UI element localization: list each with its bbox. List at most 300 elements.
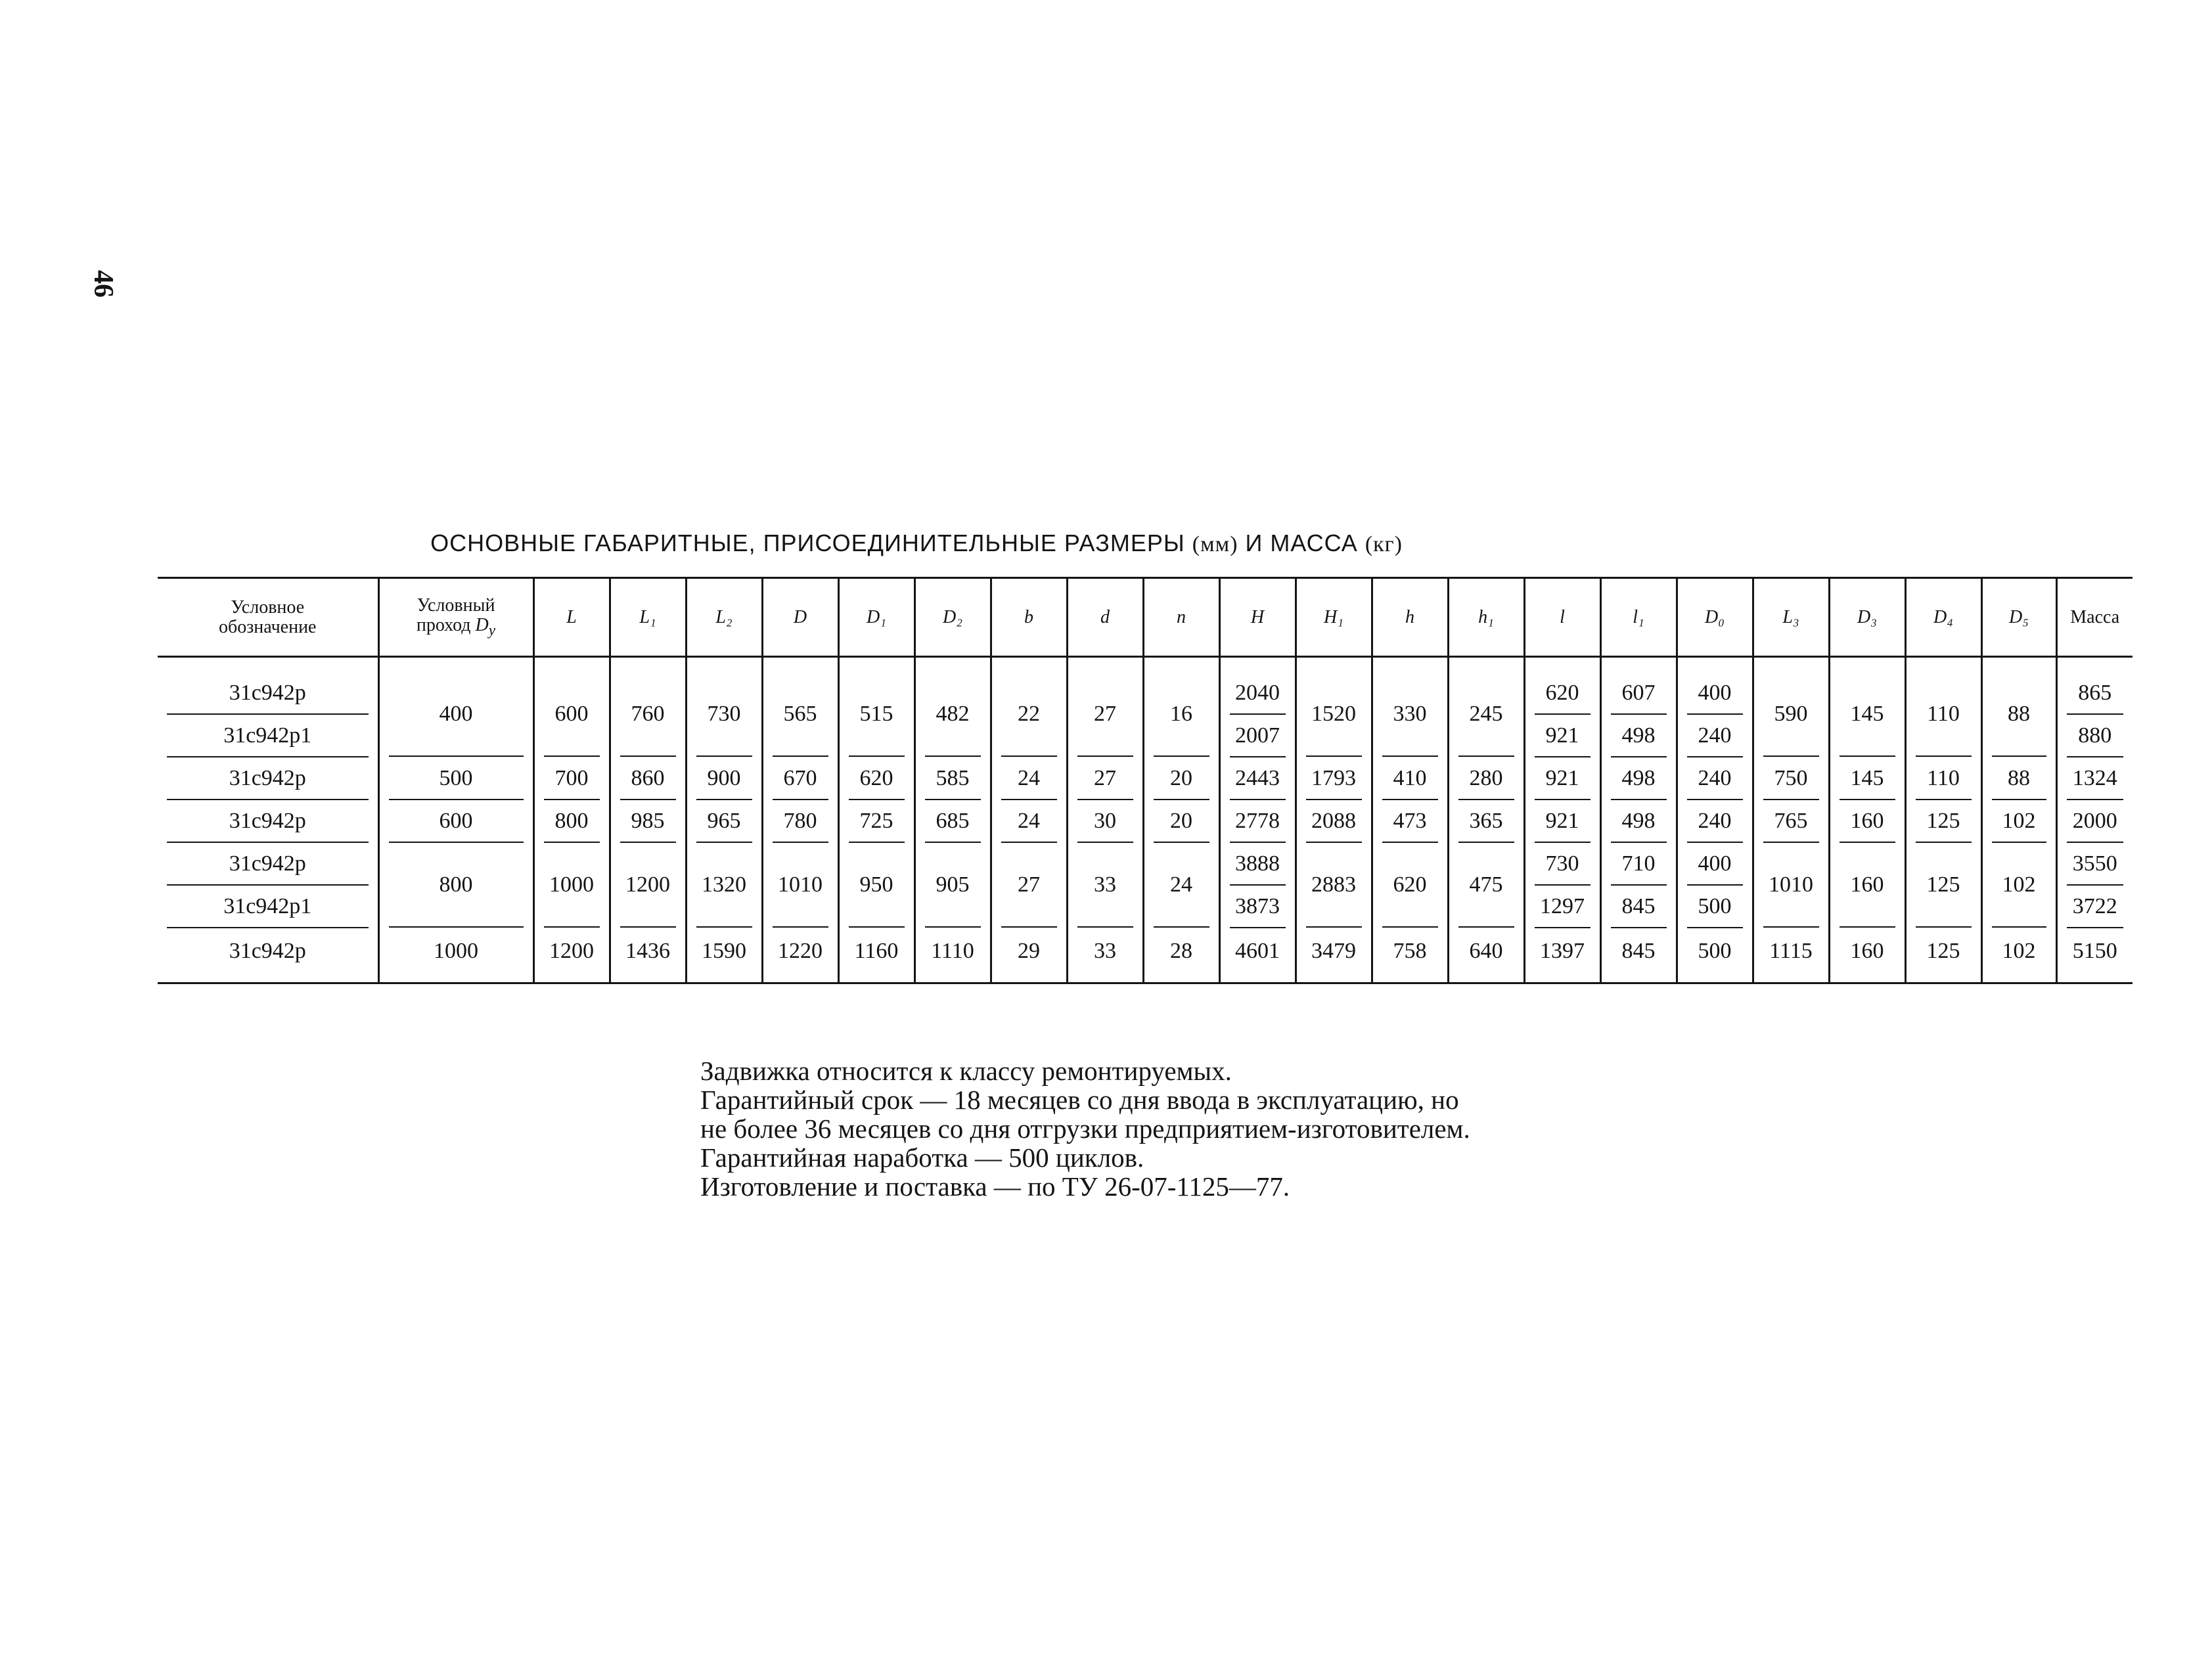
cell-d (1067, 657, 1143, 758)
cell-content (1144, 673, 1219, 757)
cell-value: 800 (389, 844, 524, 928)
cell-value: 700 (544, 757, 600, 800)
title-main: ОСНОВНЫЕ ГАБАРИТНЫЕ, ПРИСОЕДИНИТЕЛЬНЫЕ РАЗМЕРЫ (430, 530, 1185, 556)
cell-h (1219, 757, 1296, 800)
cell-d2 (914, 843, 991, 928)
header-row (158, 578, 2133, 657)
table-row (158, 757, 2133, 800)
cell-designation (158, 928, 378, 983)
cell-d4 (1905, 757, 1981, 800)
cell-l3 (1753, 757, 1829, 800)
cell-b (991, 843, 1067, 928)
header-h: h (1372, 578, 1448, 657)
cell-n (1143, 800, 1219, 843)
cell-content (992, 928, 1066, 982)
cell-content (535, 757, 609, 800)
cell-value: 865 (2067, 672, 2124, 715)
cell-value: 240 (1687, 757, 1743, 800)
cell-value: 760 (620, 673, 676, 757)
cell-content (1983, 800, 2056, 843)
note-line: не более 36 месяцев со дня отгрузки предприятием-изготовителем. (700, 1114, 1470, 1144)
cell-l2 (686, 800, 762, 843)
cell-value: 3722 (2067, 886, 2124, 928)
cell-content (535, 800, 609, 843)
cell-value: 110 (1916, 673, 1972, 757)
cell-dy (378, 800, 533, 843)
cell-mass (2056, 800, 2133, 843)
cell-content (1678, 800, 1752, 843)
cell-content (2058, 672, 2133, 757)
cell-content (1144, 757, 1219, 800)
header-D3: D₃ (1829, 578, 1905, 657)
cell-content (840, 757, 914, 800)
cell-d2 (914, 928, 991, 983)
cell-content (611, 800, 685, 843)
cell-l (1524, 928, 1600, 983)
cell-h1 (1296, 843, 1372, 928)
cell-value: 31с942р1 (167, 886, 369, 928)
cell-l (533, 757, 610, 800)
table-row (158, 800, 2133, 843)
cell-value: 730 (1535, 843, 1591, 886)
cell-content (380, 928, 533, 982)
cell-d (762, 800, 838, 843)
cell-content (1373, 928, 1447, 982)
cell-content (1525, 757, 1600, 800)
cell-h1 (1448, 657, 1524, 758)
cell-h (1372, 800, 1448, 843)
cell-value: 28 (1170, 939, 1192, 963)
cell-h (1219, 657, 1296, 758)
cell-dy (378, 843, 533, 928)
cell-value: 600 (389, 800, 524, 843)
cell-value: 860 (620, 757, 676, 800)
cell-content (380, 673, 533, 757)
cell-value: 365 (1458, 800, 1514, 843)
cell-value: 921 (1535, 800, 1591, 843)
cell-d0 (1677, 928, 1753, 983)
cell-value: 145 (1840, 757, 1895, 800)
cell-value: 985 (620, 800, 676, 843)
cell-l1 (1600, 757, 1677, 800)
cell-value: 22 (1001, 673, 1057, 757)
header-D0: D₀ (1677, 578, 1753, 657)
header-H1: H₁ (1296, 578, 1372, 657)
cell-value: 2443 (1230, 757, 1286, 800)
header-D5: D₅ (1981, 578, 2056, 657)
cell-value: 1220 (778, 939, 823, 963)
cell-content (380, 800, 533, 843)
cell-value: 620 (849, 757, 905, 800)
cell-value: 31с942р (229, 939, 306, 963)
cell-value: 3479 (1311, 939, 1356, 963)
cell-value: 1010 (1763, 844, 1819, 928)
cell-mass (2056, 657, 2133, 758)
cell-value: 1320 (696, 844, 752, 928)
cell-value: 88 (1992, 757, 2046, 800)
cell-content (1602, 843, 1676, 928)
cell-content (763, 673, 838, 757)
cell-value: 1297 (1535, 886, 1591, 928)
table-row (158, 928, 2133, 983)
cell-l3 (1753, 800, 1829, 843)
cell-value: 240 (1687, 715, 1743, 757)
cell-content (611, 757, 685, 800)
header-designation-line2: обозначение (218, 616, 317, 637)
cell-h (1372, 928, 1448, 983)
cell-value: 620 (1382, 844, 1438, 928)
cell-b (991, 800, 1067, 843)
cell-d5 (1981, 757, 2056, 800)
cell-d3 (1829, 657, 1905, 758)
cell-l3 (1753, 843, 1829, 928)
dimensions-table (158, 577, 2133, 984)
cell-content (1602, 800, 1676, 843)
cell-content (687, 800, 761, 843)
header-bore-symbol: D (475, 614, 489, 635)
cell-content (611, 844, 685, 928)
cell-content (1068, 800, 1142, 843)
cell-content (1602, 757, 1676, 800)
cell-content (992, 757, 1066, 800)
cell-dy (378, 757, 533, 800)
cell-value: 905 (925, 844, 981, 928)
header-H: H (1219, 578, 1296, 657)
cell-content (1449, 673, 1524, 757)
cell-value: 102 (2002, 939, 2036, 963)
cell-d2 (914, 800, 991, 843)
cell-value: 24 (1001, 800, 1057, 843)
cell-value: 2040 (1230, 672, 1286, 715)
cell-h (1372, 843, 1448, 928)
cell-content (1678, 757, 1752, 800)
cell-value: 500 (1698, 939, 1732, 963)
cell-content (1983, 673, 2056, 757)
cell-content (1297, 800, 1371, 843)
cell-value: 160 (1840, 844, 1895, 928)
cell-value: 498 (1611, 715, 1667, 757)
cell-l1 (610, 800, 686, 843)
cell-value: 710 (1611, 843, 1667, 886)
header-n: n (1143, 578, 1219, 657)
cell-value: 765 (1763, 800, 1819, 843)
cell-value: 1200 (549, 939, 594, 963)
header-D2: D₂ (914, 578, 991, 657)
header-bore-line2 (380, 616, 533, 639)
cell-value: 20 (1154, 757, 1209, 800)
cell-content (535, 673, 609, 757)
cell-dy (378, 928, 533, 983)
header-l1: l₁ (1600, 578, 1677, 657)
cell-value: 1115 (1769, 939, 1813, 963)
cell-value: 330 (1382, 673, 1438, 757)
cell-h1 (1448, 757, 1524, 800)
cell-value: 750 (1763, 757, 1819, 800)
cell-content (840, 928, 914, 982)
cell-value: 2000 (2067, 800, 2124, 843)
cell-value: 482 (925, 673, 981, 757)
cell-value: 800 (544, 800, 600, 843)
cell-value: 1793 (1306, 757, 1362, 800)
cell-content (1449, 844, 1524, 928)
header-bore (378, 578, 533, 657)
cell-value: 31с942р (167, 843, 369, 886)
cell-dy (378, 657, 533, 758)
cell-value: 1010 (773, 844, 828, 928)
cell-value: 1160 (854, 939, 899, 963)
cell-l3 (1753, 928, 1829, 983)
cell-d (1067, 843, 1143, 928)
cell-value: 31с942р (167, 672, 369, 715)
cell-value: 585 (925, 757, 981, 800)
cell-d5 (1981, 928, 2056, 983)
cell-value: 780 (773, 800, 828, 843)
cell-d1 (838, 657, 914, 758)
cell-content (1221, 843, 1295, 928)
cell-d1 (838, 928, 914, 983)
cell-content (763, 800, 838, 843)
cell-content (158, 672, 378, 757)
cell-value: 950 (849, 844, 905, 928)
cell-content (1907, 757, 1981, 800)
cell-d4 (1905, 800, 1981, 843)
header-bore-subscript: у (488, 621, 496, 639)
cell-designation (158, 843, 378, 928)
cell-d5 (1981, 800, 2056, 843)
title-conj: И МАССА (1245, 530, 1358, 556)
cell-value: 1000 (434, 939, 478, 963)
cell-h1 (1448, 800, 1524, 843)
cell-value: 600 (544, 673, 600, 757)
cell-content (2058, 928, 2133, 982)
cell-value: 2007 (1230, 715, 1286, 757)
cell-value: 473 (1382, 800, 1438, 843)
title-unit-kg: (кг) (1365, 532, 1403, 556)
cell-h1 (1448, 843, 1524, 928)
cell-value: 640 (1469, 939, 1503, 963)
cell-mass (2056, 757, 2133, 800)
cell-value: 27 (1001, 844, 1057, 928)
cell-d (762, 843, 838, 928)
cell-l1 (610, 757, 686, 800)
cell-content (840, 673, 914, 757)
table-title (0, 530, 1833, 557)
cell-value: 88 (1992, 673, 2046, 757)
note-line: Гарантийный срок — 18 месяцев со дня ввода в эксплуатацию, но (700, 1085, 1459, 1115)
cell-content (840, 800, 914, 843)
cell-content (763, 844, 838, 928)
cell-d (1067, 757, 1143, 800)
cell-content (1525, 672, 1600, 757)
cell-h (1219, 928, 1296, 983)
cell-content (1449, 800, 1524, 843)
cell-content (1297, 844, 1371, 928)
header-L3: L₃ (1753, 578, 1829, 657)
cell-value: 29 (1018, 939, 1040, 963)
cell-content (992, 844, 1066, 928)
cell-content (1602, 672, 1676, 757)
cell-content (1221, 800, 1295, 843)
cell-d2 (914, 657, 991, 758)
cell-content (158, 843, 378, 928)
cell-value: 5150 (2072, 939, 2117, 963)
notes (700, 1056, 1673, 1201)
cell-value: 33 (1077, 844, 1133, 928)
cell-content (1678, 843, 1752, 928)
title-unit-mm: (мм) (1192, 532, 1238, 556)
cell-d (762, 928, 838, 983)
cell-content (1449, 757, 1524, 800)
cell-content (2058, 800, 2133, 843)
cell-d3 (1829, 800, 1905, 843)
cell-value: 125 (1916, 844, 1972, 928)
cell-value: 730 (696, 673, 752, 757)
cell-d1 (838, 843, 914, 928)
cell-value: 845 (1611, 886, 1667, 928)
header-L2: L₂ (686, 578, 762, 657)
note-line: Изготовление и поставка — по ТУ 26-07-1125—77. (700, 1171, 1290, 1202)
cell-value: 500 (389, 757, 524, 800)
cell-value: 160 (1850, 939, 1884, 963)
cell-content (1221, 928, 1295, 982)
cell-value: 125 (1916, 800, 1972, 843)
cell-value: 400 (389, 673, 524, 757)
cell-value: 245 (1458, 673, 1514, 757)
cell-content (763, 757, 838, 800)
cell-content (1144, 844, 1219, 928)
cell-l2 (686, 757, 762, 800)
cell-h (1219, 800, 1296, 843)
cell-content (1373, 800, 1447, 843)
header-mass: Масса (2056, 578, 2133, 657)
cell-content (687, 673, 761, 757)
cell-value: 498 (1611, 800, 1667, 843)
cell-content (2058, 843, 2133, 928)
cell-value: 410 (1382, 757, 1438, 800)
cell-l1 (610, 657, 686, 758)
cell-content (992, 673, 1066, 757)
cell-n (1143, 757, 1219, 800)
header-L1: L₁ (610, 578, 686, 657)
cell-value: 27 (1077, 673, 1133, 757)
cell-d0 (1677, 843, 1753, 928)
cell-value: 900 (696, 757, 752, 800)
cell-h1 (1296, 928, 1372, 983)
header-d: d (1067, 578, 1143, 657)
cell-content (1754, 800, 1828, 843)
cell-content (916, 800, 990, 843)
cell-value: 1200 (620, 844, 676, 928)
cell-designation (158, 800, 378, 843)
cell-h (1372, 657, 1448, 758)
cell-value: 515 (849, 673, 905, 757)
cell-content (1754, 928, 1828, 982)
cell-mass (2056, 928, 2133, 983)
cell-mass (2056, 843, 2133, 928)
cell-content (1754, 844, 1828, 928)
cell-value: 2883 (1306, 844, 1362, 928)
cell-content (1907, 673, 1981, 757)
cell-d (1067, 928, 1143, 983)
cell-content (687, 844, 761, 928)
cell-value: 565 (773, 673, 828, 757)
cell-content (1144, 800, 1219, 843)
cell-content (535, 844, 609, 928)
cell-value: 845 (1621, 939, 1656, 963)
cell-value: 4601 (1235, 939, 1280, 963)
cell-d3 (1829, 928, 1905, 983)
cell-h1 (1296, 800, 1372, 843)
cell-value: 880 (2067, 715, 2124, 757)
cell-value: 965 (696, 800, 752, 843)
cell-value: 620 (1535, 672, 1591, 715)
cell-value: 725 (849, 800, 905, 843)
cell-content (1068, 928, 1142, 982)
cell-b (991, 657, 1067, 758)
cell-value: 670 (773, 757, 828, 800)
cell-value: 31с942р1 (167, 715, 369, 757)
cell-l1 (610, 928, 686, 983)
cell-d (1067, 800, 1143, 843)
cell-value: 110 (1916, 757, 1972, 800)
cell-content (380, 757, 533, 800)
cell-content (1830, 757, 1905, 800)
cell-content (1754, 673, 1828, 757)
cell-d2 (914, 757, 991, 800)
cell-content (158, 928, 378, 982)
cell-content (1297, 928, 1371, 982)
cell-value: 16 (1154, 673, 1209, 757)
cell-n (1143, 657, 1219, 758)
cell-value: 400 (1687, 672, 1743, 715)
cell-value: 102 (1992, 800, 2046, 843)
cell-content (687, 757, 761, 800)
cell-value: 1520 (1306, 673, 1362, 757)
cell-content (1678, 672, 1752, 757)
cell-content (763, 928, 838, 982)
cell-h1 (1296, 657, 1372, 758)
cell-d0 (1677, 657, 1753, 758)
cell-content (1144, 928, 1219, 982)
cell-value: 31с942р (167, 757, 369, 800)
cell-h1 (1296, 757, 1372, 800)
cell-value: 30 (1077, 800, 1133, 843)
cell-content (1983, 757, 2056, 800)
cell-value: 1590 (702, 939, 746, 963)
cell-value: 685 (925, 800, 981, 843)
cell-d4 (1905, 928, 1981, 983)
cell-d4 (1905, 657, 1981, 758)
note-line: Задвижка относится к классу ремонтируемых. (700, 1056, 1232, 1086)
cell-value: 590 (1763, 673, 1819, 757)
header-bore-line1: Условный (417, 595, 495, 616)
cell-value: 24 (1001, 757, 1057, 800)
cell-content (1525, 928, 1600, 982)
cell-content (916, 844, 990, 928)
header-L: L (533, 578, 610, 657)
cell-d1 (838, 757, 914, 800)
cell-content (916, 757, 990, 800)
cell-l1 (610, 843, 686, 928)
cell-content (1068, 757, 1142, 800)
cell-d3 (1829, 843, 1905, 928)
cell-content (535, 928, 609, 982)
cell-content (1907, 800, 1981, 843)
cell-d (762, 657, 838, 758)
cell-d (762, 757, 838, 800)
cell-content (158, 757, 378, 800)
cell-d3 (1829, 757, 1905, 800)
